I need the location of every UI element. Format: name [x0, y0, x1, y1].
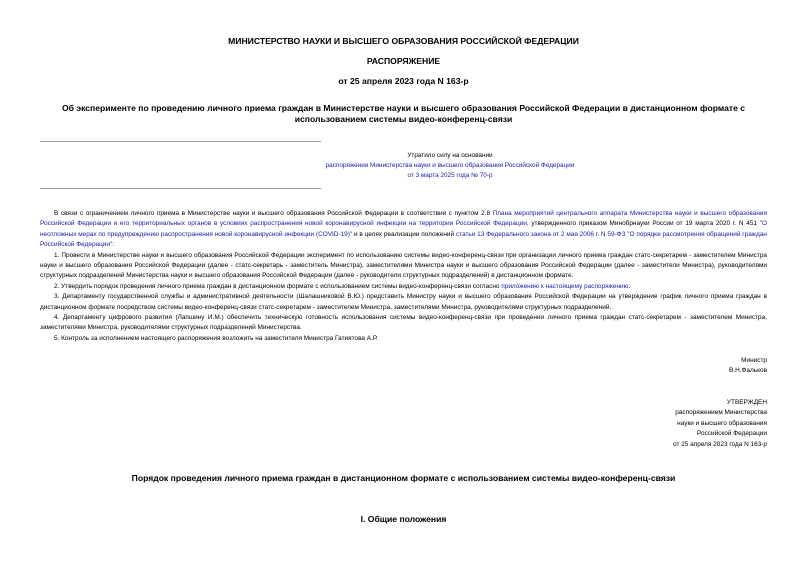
document-body [40, 209, 767, 344]
item-5: 5. Контроль за исполнением настоящего распоряжения возложить на заместителя Министра Гатиятова А.Р. [54, 334, 378, 342]
ministry-name: МИНИСТЕРСТВО НАУКИ И ВЫСШЕГО ОБРАЗОВАНИЯ РОССИЙСКОЙ ФЕДЕРАЦИИ [228, 36, 579, 46]
document-type: РАСПОРЯЖЕНИЕ [366, 56, 441, 66]
preamble-paragraph: В связи с ограничением личного приема в Министерстве науки и высшего образования Российской Федерации в соответствии с пунктом 2.8 Плана мероприятий центрального аппарата Министерства науки и высшего образования Российской Федерации и его территориальных органов в условиях распространения новой коронавирусной инфекции на территории Российской Федерации, утвержденного приказом Минобрнауки России от 19 марта 2020 г. N 451 "О неотложных мерах по предупреждению распространения новой коронавирусной инфекции (COVID-19)" и в целях реализации положений статьи 13 Федерального закона от 2 мая 2006 г. N 59-ФЗ "О порядке рассмотрения обращений граждан Российской Федерации": [40, 210, 768, 249]
approval-block [673, 398, 767, 450]
approval-line-4: от 25 апреля 2023 года N 163-р [673, 440, 767, 448]
status-top-rule [40, 141, 321, 142]
status-block [250, 151, 650, 181]
document-title: Об эксперименте по проведению личного приема граждан в Министерстве науки и высшего образования Российской Федерации в дистанционном формате с использованием системы видео-конференц-связи [61, 103, 746, 124]
repeal-order-link[interactable]: распоряжения Министерства науки и высшего образования Российской Федерации [325, 162, 575, 169]
plan-link[interactable]: Плана мероприятий центрального аппарата Министерства науки и высшего образования Российской Федерации и его территориальных органов в условиях распространения новой коронавирусной инфекции на территории Российской Федерации, [40, 210, 767, 228]
item-4: 4. Департаменту цифрового развития (Лапшину И.М.) обеспечить техническую готовность использования системы видео-конференц-связи при проведении личного приема граждан статс-секретарем - заместителем Министра, заместителями Министра, руководителями структурных подразделений Министерства. [40, 314, 767, 332]
signature-position: Министр [741, 357, 767, 364]
document-date: от 25 апреля 2023 года N 163-р [338, 76, 469, 86]
covid-order-link[interactable]: "О неотложных мерах по предупреждению распространения новой коронавирусной инфекции (COVID-19)" [40, 220, 768, 238]
signature-name: В.Н.Фальков [729, 367, 767, 375]
annex-title: Порядок проведения личного приема граждан в дистанционном формате с использованием системы видео-конференц-связи [131, 473, 676, 483]
status-text: Утратило силу на основании [407, 152, 493, 159]
approval-line-3: Российской Федерации [696, 430, 767, 438]
repeal-order-date-link[interactable]: от 3 марта 2025 года № 70-р [407, 172, 493, 179]
item-2: 2. Утвердить порядок проведения личного приема граждан в дистанционном формате с использованием системы видео-конференц-связи согласно приложению к настоящему распоряжению. [54, 282, 631, 290]
federal-law-link[interactable]: статьи 13 Федерального закона от 2 мая 2006 г. N 59-ФЗ "О порядке рассмотрения обращений граждан Российской Федерации" [40, 230, 767, 249]
item-3: 3. Департаменту государственной службы и административной деятельности (Шалашниковой В.Ю.) представить Министру науки и высшего образования Российской Федерации на утверждение график личного приема граждан в дистанционном формате посредством системы видео-конференц-связи статс-секретарем - заместителем Министра, заместителями Министра, руководителями структурных подразделений. [40, 293, 767, 311]
status-bottom-rule [40, 188, 321, 189]
section-heading: I. Общие положения [360, 514, 447, 524]
approval-line-2: науки и высшего образования [677, 419, 767, 427]
signature-block [729, 356, 767, 377]
item-1: 1. Провести в Министерстве науки и высшего образования Российской Федерации эксперимент по использованию системы видео-конференц-связи при организации личного приема граждан статс-секретарем - заместителем Министра науки и высшего образования Российской Федерации (далее - статс-секретарь - заместитель Министра), заместителями Министра науки и высшего образования Российской Федерации (далее - заместители Министра), руководителями структурных подразделений Министерства науки и высшего образования Российской Федерации (далее - руководители структурных подразделений) в дистанционном формате. [40, 251, 767, 280]
approval-label: УТВЕРЖДЕН [726, 399, 767, 406]
appendix-link[interactable]: приложению к настоящему распоряжению [501, 282, 629, 290]
approval-line-1: распоряжением Министерства [675, 409, 767, 417]
